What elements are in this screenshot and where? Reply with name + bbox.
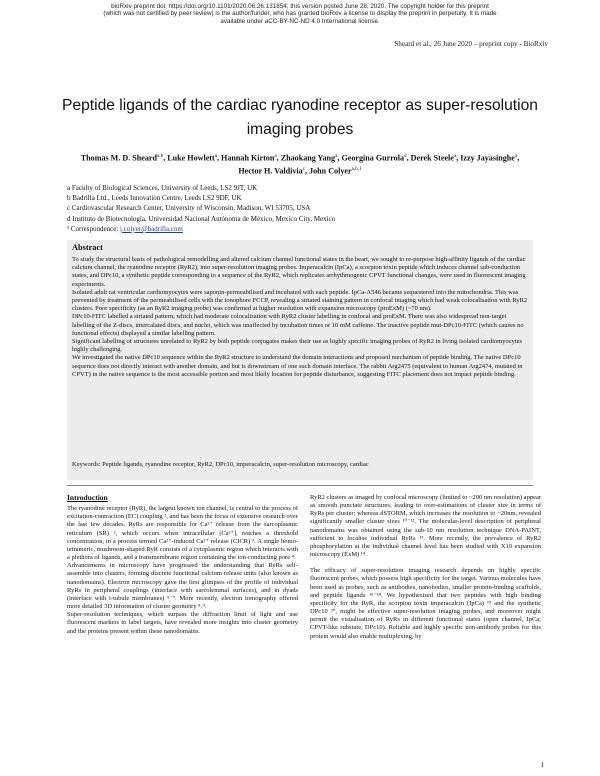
preprint-notice-line: (which was not certified by peer review) is the author/funder, who has granted bioRxiv a license to display the preprint in perpetuity. It is made [103,10,497,18]
author-affil-mark: c [302,166,306,173]
preprint-notice [0,3,600,25]
abstract-paragraph: Isolated adult rat ventricular cardiomyocytes were saponin-permeabilised and incubated with each peptide. IpCa-A546 became sequestered into the mitochondria. This was prevented by treatment of the permeabilised cells with the ionophore FCCP, revealing a striated staining pattern in confocal imaging which had weak colocalisation with RyR2 clusters. Poor specificity (as an RyR2 imaging probe) was confirmed at higher resolution with expansion microscopy (proExM) (~70 nm). [72,288,528,313]
author-name: Thomas M. D. Sheard [80,153,157,163]
abstract-paragraph: We investigated the native DPc10 sequence within the RyR2 structure to understand the domain interactions and proposed mechanism of peptide binding. The native DPc10 sequence does not directly interact with another domain, and but is downstream of one such domain interface. The rabbit Arg2475 (equivalent to human Arg2474, mutated in CPVT) in the native sequence is the most accessible portion and most likely location for peptide disturbance, suggesting FITC placement does not impact peptide binding. [72,354,523,378]
paper-title: Peptide ligands of the cardiac ryanodine receptor as super-resolution imaging probes [62,97,538,139]
abstract-paragraph: To study the structural basis of pathological remodelling and altered calcium channel functional states in the heart, we sought to re-purpose high-affinity ligands of the cardiac calcium channel, the ryanodine receptor (RyR2), into super-resolution imaging probes. Imperacalcin (IpCa), a scorpion toxin peptide which induces channel sub-conduction states, and DPc10, a synthetic peptide corresponding to a sequence of the RyR2, which replicates arrhythmogenic CPVT functional changes, were used in fluorescent imaging experiments. [72,256,526,288]
preprint-notice-line: available under aCC-BY-NC-ND 4.0 International license. [220,17,380,25]
body-paragraph: The ryanodine receptor (RyR), the largest known ion channel, is central to the process of excitation-contraction (EC) coupling ¹, and has been the focus of extensive research over the last few decades. RyRs are responsible for Ca²⁺ release from the sarcoplasmic reticulum (SR) ², which occurs when intracellular [Ca²⁺]ᵢ reaches a threshold concentration, in a process termed Ca²⁺-induced Ca²⁺ release (CICR) ³. A single homo-tetrameric, mushroom-shaped RyR consists of a cytoplasmic region which interacts with a plethora of ligands, and a transmembrane region containing the ion-conducting pore ⁴. [67,505,298,562]
author-name: Hannah Kirton [221,153,275,163]
author-name: Georgina Gurrola [341,153,405,163]
author-affil-mark: a [214,153,217,159]
author-affil-mark: a [514,153,518,159]
introduction-heading: Introduction [67,493,108,502]
affiliation-d: d Instituto de Biotecnología, Universidad Nacional Autónoma de México, Mexico City, Mexico [67,214,336,223]
author-affil-mark: a [453,153,457,159]
correspondence-label: ¹ Correspondence: [67,224,121,233]
author-name: Luke Howlett [167,153,215,163]
author-name: Hector H. Valdivia [238,167,303,177]
affiliation-a: a Faculty of Biological Sciences, University of Leeds, LS2 9JT, UK [67,184,258,192]
page-number: 1 [540,761,544,769]
body-paragraph: Super-resolution techniques, which surpass the diffraction limit of light and use fluorescent markers to label targets, have revealed more insights into cluster geometry and the proteins present within these nanodomains. [67,611,298,635]
author-affil-mark: d [404,153,407,159]
correspondence-email-link[interactable]: j.colyer@badrilla.com [120,224,183,233]
left-column [67,494,298,636]
body-paragraph: RyR2 clusters as imaged by confocal microscopy (limited to ~200 nm resolution) appear as smooth punctate structures, leading to over-estimations of cluster size in terms of RyRs per cluster; whereas dSTORM, which increases the resolution to ~20nm, revealed significantly smaller cluster sizes ¹⁰⁻¹². The molecular-level description of peripheral nanodomains was obtained using the sub-10 nm resolution technique DNA-PAINT, sufficient to localise individual RyRs ¹³. More recently, the prevalence of RyR2 phosphorylation at the individual channel level has been studied with X10 expansion microscopy (ExM) ¹⁴. [310,494,541,559]
author-affil-mark: a,b [157,153,164,159]
author-name: Derek Steele [410,153,454,163]
correspondence [67,224,537,234]
paragraph-gap [310,559,541,567]
body-paragraph: Advancements in microscopy have progressed the understanding that RyRs self-assemble into clusters, forming discrete functional calcium release units (also known as nanodomains). Electron microscopy gave the first glimpses of the profile of individual RyRs in peripheral couplings (interface with sarcolemmal surfaces), and in dyads (interface with t-tubule membranes) ⁵⁻⁷. More recently, electron tomography offered more detailed 3D information of cluster geometry ⁸˒⁹. [67,562,298,611]
author-list: Thomas M. D. Sheard$^{a,b}$, Luke Howlett$^a$, Hannah Kirton$^a$, Zhaokang Yang$^a$, Georgina Gurrola$^d$, Derek Steele$^a$, Izzy Jayasinghe$^a$, Hector H. Valdivia$^c$, John Colyer$^{a,b,1}$ [80,153,520,177]
author-affil-mark: a [274,153,277,159]
abstract-body [72,256,530,379]
preprint-notice-line: bioRxiv preprint doi: https://doi.org/10.1101/2020.06.26.131854; this version posted June 28, 2020. The copyright holder for this preprint [111,3,489,10]
author-affil-mark: a [335,153,338,159]
affiliations [67,183,537,234]
abstract-paragraph: DPc10-FITC labelled a striated pattern, which had moderate colocalisation with RyR2 cluster labelling in confocal and proExM. There was also widespread non-target labelling of the Z-discs, intercalated discs, and nuclei, which was unaffected by incubation times or 10 mM caffeine. The inactive peptide mut-DPc10-FITC (which causes no functional effects) displayed a similar labelling pattern. [72,313,524,337]
right-column [310,494,541,641]
running-header: Sheard et al., 26 June 2020 – preprint copy - BioRxiv [394,40,548,48]
author-affil-mark: a,b,1 [351,166,362,173]
abstract-paragraph: Significant labelling of structures unrelated to RyR2 by both peptide conjugates makes their use as highly specific imaging probes of RyR2 in living isolated cardiomyocytes highly challenging. [72,338,523,354]
affiliation-c: c Cardiovascular Research Center, University of Wisconsin, Madison, WI 53705, USA [67,204,311,213]
section-divider [67,485,533,486]
keywords: Keywords: Peptide ligands, ryanodine receptor, RyR2, DPc10, imperacalcin, super-resolution microscopy, cardiac [72,461,369,468]
affiliation-b: b Badrilla Ltd., Leeds Innovation Centre, Leeds LS2 9DF, UK [67,194,242,203]
body-paragraph: The efficacy of super-resolution imaging research depends on highly specific fluorescent probes, which possess high specificity for the target. Various molecules have been used as probes, such as antibodies, nanobodies, smaller protein-binding scaffolds, and peptide ligands ¹⁵⁻¹⁸. We hypothesised that two peptides with high binding specificity for the RyR, the scorpion toxin imperacalcin (IpCa) ¹⁹ and the synthetic DPc10 ²⁰, might be effective super-resolution imaging probes, and moreover might permit the visualisation of RyRs in different functional states (open channel, IpCa; CPVT-like substate, DPc10). Reliable and highly specific non-antibody probes for this protein would also enable multiplexing, by [310,567,541,640]
author-name: Zhaokang Yang [280,153,336,163]
author-name: John Colyer [309,167,352,177]
author-name: Izzy Jayasinghe [460,153,515,163]
abstract-heading: Abstract [72,243,103,252]
